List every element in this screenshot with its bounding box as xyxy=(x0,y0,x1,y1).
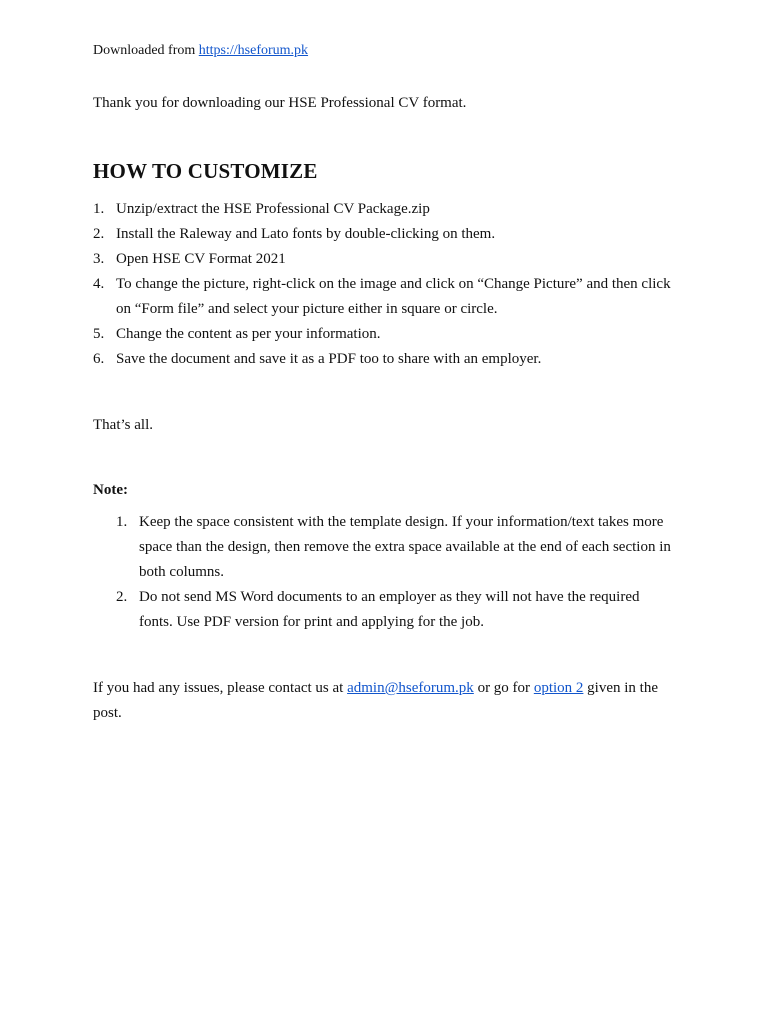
note-label: Note: xyxy=(93,482,128,498)
list-item-number: 2. xyxy=(93,226,105,242)
customize-steps-list xyxy=(93,197,673,372)
list-item xyxy=(93,222,673,247)
list-item xyxy=(93,347,673,372)
contact-email-link[interactable]: admin@hseforum.pk xyxy=(347,680,474,696)
list-item-text: To change the picture, right-click on the image and click on “Change Picture” and then click on “Form file” and select your picture either in square or circle. xyxy=(116,276,671,317)
list-item xyxy=(116,510,676,585)
list-item-number: 3. xyxy=(93,251,105,267)
download-source-prefix: Downloaded from xyxy=(93,43,199,58)
intro-text: Thank you for downloading our HSE Professional CV format. xyxy=(93,95,467,111)
list-item xyxy=(93,272,673,322)
list-item xyxy=(93,197,673,222)
list-item-text: Unzip/extract the HSE Professional CV Package.zip xyxy=(116,201,430,217)
list-item-number: 1. xyxy=(93,201,105,217)
list-item-text: Save the document and save it as a PDF too to share with an employer. xyxy=(116,351,542,367)
closing-text: That’s all. xyxy=(93,417,153,433)
list-item-number: 1. xyxy=(116,514,128,530)
contact-prefix: If you had any issues, please contact us at xyxy=(93,680,348,696)
list-item-number: 5. xyxy=(93,326,105,342)
page-heading: HOW TO CUSTOMIZE xyxy=(93,159,318,183)
list-item xyxy=(93,247,673,272)
notes-list xyxy=(116,510,676,635)
list-item-text: Keep the space consistent with the template design. If your information/text takes more space than the design, then remove the extra space available at the end of each section in both columns. xyxy=(139,514,671,580)
contact-paragraph xyxy=(93,676,673,726)
list-item-text: Do not send MS Word documents to an employer as they will not have the required fonts. Use PDF version for print and applying for the job. xyxy=(139,589,640,630)
list-item xyxy=(116,585,676,635)
list-item-number: 2. xyxy=(116,589,128,605)
list-item-text: Open HSE CV Format 2021 xyxy=(116,251,286,267)
list-item-text: Install the Raleway and Lato fonts by double-clicking on them. xyxy=(116,226,496,242)
list-item-number: 6. xyxy=(93,351,105,367)
list-item-number: 4. xyxy=(93,276,105,292)
download-source-link[interactable]: https://hseforum.pk xyxy=(198,43,309,58)
contact-middle: or go for xyxy=(473,680,534,696)
option-2-link[interactable]: option 2 xyxy=(533,680,584,696)
list-item-text: Change the content as per your information. xyxy=(116,326,381,342)
list-item xyxy=(93,322,673,347)
contact-suffix: given in the post. xyxy=(93,680,658,721)
download-source-line xyxy=(93,40,308,62)
